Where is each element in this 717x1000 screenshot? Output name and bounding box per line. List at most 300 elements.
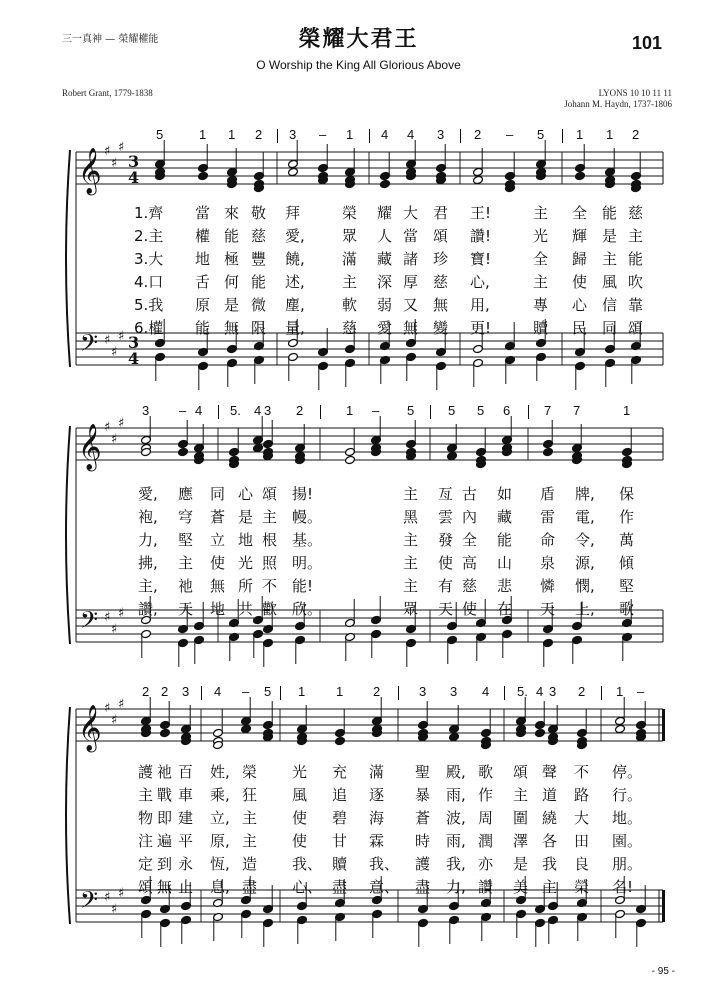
jianpu-note: 5. (230, 403, 241, 418)
system-brace (66, 707, 70, 924)
verse-6-syllable: 天 (540, 600, 556, 618)
sharp-icon: ♯ (111, 622, 118, 637)
alto-note (178, 447, 189, 456)
verse-2-syllable: 穹 (178, 508, 194, 526)
jianpu-note: – (242, 684, 250, 699)
svg-text:3: 3 (128, 152, 140, 171)
verse-6-syllable: 歡 (262, 600, 278, 618)
alto-note (241, 724, 252, 733)
verse-4-syllable: 主 (178, 554, 194, 572)
jianpu-note: – (637, 684, 645, 699)
bass-clef-icon: 𝄢 (80, 329, 99, 362)
jianpu-note: 3 (450, 684, 458, 699)
verse-3-syllable: 周 (478, 809, 494, 827)
verse-4-syllable: 時 (415, 832, 431, 850)
verse-5-syllable: 所 (238, 577, 254, 595)
verse-4-syllable: 深 (377, 273, 393, 291)
verse-4-syllable: 舌 (195, 273, 211, 291)
svg-text:3: 3 (128, 333, 140, 352)
jianpu-note: 4 (381, 127, 389, 142)
jianpu-barline (218, 405, 219, 419)
jianpu-note: 5 (537, 127, 545, 142)
verse-1-syllable: 聲 (542, 763, 558, 781)
verse-6-syllable: 變 (433, 319, 449, 337)
sharp-icon: ♯ (118, 697, 125, 712)
author-credit: Robert Grant, 1779-1838 (62, 88, 153, 98)
jianpu-note: 4 (536, 684, 544, 699)
time-signature (128, 152, 139, 187)
verse-1-syllable: 應 (178, 485, 194, 503)
jianpu-note: 1 (346, 403, 354, 418)
verse-1-syllable: 全 (572, 204, 588, 222)
verse-3-syllable: 能 (628, 250, 644, 268)
alto-note (380, 179, 391, 188)
verse-6-syllable: 美 (513, 878, 529, 896)
verse-6-syllable: 讚, (138, 600, 158, 618)
verse-3-syllable: 珍 (433, 250, 449, 268)
verse-6-syllable: 息, (210, 878, 230, 896)
verse-3-syllable: 基。 (292, 531, 323, 549)
jianpu-note: 3 (419, 684, 427, 699)
verse-1-syllable: 頌 (262, 485, 278, 503)
verse-6-syllable: 名! (612, 878, 634, 896)
system-brace (66, 150, 70, 367)
verse-1-syllable: 姓, (210, 763, 230, 781)
jianpu-note: 7 (544, 403, 552, 418)
verse-2-syllable: 雨, (446, 786, 466, 804)
verse-6-syllable: 欣。 (292, 600, 323, 618)
verse-2-syllable: 雷 (540, 508, 556, 526)
verse-6-syllable: 限 (251, 319, 267, 337)
verse-4-syllable: 光 (238, 554, 254, 572)
jianpu-note: 1 (346, 127, 354, 142)
verse-2-syllable: 幔。 (292, 508, 323, 526)
verse-1-syllable: 揚! (292, 485, 314, 503)
verse-5-syllable: 5.我 (134, 296, 164, 314)
verse-2-syllable: 車 (178, 786, 194, 804)
verse-3-syllable: 主 (602, 250, 618, 268)
verse-3-syllable: 地 (238, 531, 254, 549)
jianpu-note: 1 (199, 127, 207, 142)
verse-1-syllable: 榮 (242, 763, 258, 781)
bass-clef-icon: 𝄢 (80, 886, 99, 919)
alto-note (345, 455, 356, 464)
jianpu-note: 4 (482, 684, 490, 699)
verse-6-syllable: 慈 (342, 319, 358, 337)
verse-3-syllable: 令, (575, 531, 595, 549)
jianpu-note: 3 (437, 127, 445, 142)
verse-4-syllable: 遍 (157, 832, 173, 850)
sharp-icon: ♯ (104, 144, 111, 159)
verse-3-syllable: 立, (210, 809, 230, 827)
verse-6-syllable: 歌 (619, 600, 635, 618)
verse-2-syllable: 作 (619, 508, 635, 526)
sharp-icon: ♯ (104, 610, 111, 625)
verse-2-syllable: 人 (377, 227, 393, 245)
verse-4-syllable: 主 (242, 832, 258, 850)
verse-1-syllable: 亙 (438, 485, 454, 503)
jianpu-note: 3 (142, 403, 150, 418)
verse-1-syllable: 來 (224, 204, 240, 222)
verse-4-syllable: 使 (572, 273, 588, 291)
sharp-icon: ♯ (104, 890, 111, 905)
jianpu-barline (430, 405, 431, 419)
verse-1-syllable: 滿 (369, 763, 385, 781)
jianpu-note: 2 (142, 684, 150, 699)
jianpu-barline (562, 129, 563, 143)
verse-4-syllable: 風 (602, 273, 618, 291)
verse-2-syllable: 乘, (210, 786, 230, 804)
verse-1-syllable: 聖 (415, 763, 431, 781)
verse-5-syllable: 軟 (342, 296, 358, 314)
verse-5-syllable: 贖 (332, 855, 348, 873)
verse-5-syllable: 不 (262, 577, 278, 595)
verse-6-syllable: 量, (285, 319, 305, 337)
treble-clef-icon: 𝄞 (78, 705, 102, 751)
jianpu-note: 3 (289, 127, 297, 142)
verse-4-syllable: 慈 (433, 273, 449, 291)
verse-1-syllable: 榮 (342, 204, 358, 222)
jianpu-note: 3 (549, 684, 557, 699)
verse-6-syllable: 力, (446, 878, 466, 896)
verse-1-syllable: 當 (195, 204, 211, 222)
verse-6-syllable: 地 (210, 600, 226, 618)
verse-4-syllable: 原, (210, 832, 230, 850)
verse-6-syllable: 民 (572, 319, 588, 337)
verse-1-syllable: 主 (533, 204, 549, 222)
verse-3-syllable: 諸 (403, 250, 419, 268)
jianpu-barline (277, 129, 278, 143)
verse-5-syllable: 微 (251, 296, 267, 314)
verse-3-syllable: 主 (403, 531, 419, 549)
verse-6-syllable: 無 (224, 319, 240, 337)
verse-3-syllable: 主 (242, 809, 258, 827)
verse-2-syllable: 狂 (242, 786, 258, 804)
verse-4-syllable: 何 (224, 273, 240, 291)
verse-2-syllable: 主 (513, 786, 529, 804)
verse-3-syllable: 發 (438, 531, 454, 549)
verse-1-syllable: 護 (138, 763, 154, 781)
verse-6-syllable: 上, (575, 600, 595, 618)
verse-5-syllable: 靠 (628, 296, 644, 314)
jianpu-note: 1 (623, 403, 631, 418)
jianpu-note: 2 (255, 127, 263, 142)
verse-4-syllable: 照 (262, 554, 278, 572)
verse-4-syllable: 主 (342, 273, 358, 291)
verse-4-syllable: 使 (210, 554, 226, 572)
verse-3-syllable: 饒, (285, 250, 305, 268)
jianpu-note: 1 (606, 127, 614, 142)
verse-3-syllable: 極 (224, 250, 240, 268)
verse-1-syllable: 1.齊 (134, 204, 164, 222)
verse-5-syllable: 憫, (575, 577, 595, 595)
jianpu-note: 4 (214, 684, 222, 699)
verse-5-syllable: 定 (138, 855, 154, 873)
verse-5-syllable: 信 (602, 296, 618, 314)
sharp-icon: ♯ (111, 345, 118, 360)
verse-6-syllable: 能 (195, 319, 211, 337)
verse-5-syllable: 原 (195, 296, 211, 314)
alto-note (288, 167, 299, 176)
verse-3-syllable: 蒼 (415, 809, 431, 827)
svg-text:4: 4 (128, 349, 140, 368)
jianpu-note: 2 (474, 127, 482, 142)
jianpu-note: 2 (578, 684, 586, 699)
alto-note (160, 728, 171, 737)
verse-1-syllable: 祂 (157, 763, 173, 781)
verse-4-syllable: 澤 (513, 832, 529, 850)
verse-5-syllable: 悲 (497, 577, 513, 595)
verse-5-syllable: 是 (224, 296, 240, 314)
verse-5-syllable: 堅 (619, 577, 635, 595)
alto-note (335, 736, 346, 745)
verse-4-syllable: 田 (574, 832, 590, 850)
jianpu-note: 3 (264, 403, 272, 418)
verse-6-syllable: 在 (497, 600, 513, 618)
verse-3-syllable: 即 (157, 809, 173, 827)
verse-6-syllable: 心、 (292, 878, 323, 896)
jianpu-barline (369, 129, 370, 143)
verse-5-syllable: 我 (542, 855, 558, 873)
jianpu-note: 4 (254, 403, 262, 418)
treble-clef-icon: 𝄞 (78, 148, 102, 194)
jianpu-note: 7 (573, 403, 581, 418)
verse-4-syllable: 山 (497, 554, 513, 572)
jianpu-note: 5 (264, 684, 272, 699)
verse-4-syllable: 源, (575, 554, 595, 572)
verse-2-syllable: 權 (195, 227, 211, 245)
sharp-icon: ♯ (111, 432, 118, 447)
verse-4-syllable: 4.口 (134, 273, 164, 291)
verse-3-syllable: 歸 (572, 250, 588, 268)
verse-6-syllable: 無 (403, 319, 419, 337)
sharp-icon: ♯ (118, 416, 125, 431)
alto-note (615, 724, 626, 733)
verse-6-syllable: 使 (462, 600, 478, 618)
jianpu-note: 3 (182, 684, 190, 699)
verse-3-syllable: 力, (138, 531, 158, 549)
verse-2-syllable: 道 (542, 786, 558, 804)
verse-1-syllable: 主 (403, 485, 419, 503)
verse-4-syllable: 厚 (403, 273, 419, 291)
verse-4-syllable: 潤 (478, 832, 494, 850)
verse-2-syllable: 眾 (342, 227, 358, 245)
verse-6-syllable: 主 (542, 878, 558, 896)
verse-6-syllable: 頌 (628, 319, 644, 337)
verse-3-syllable: 滿 (342, 250, 358, 268)
verse-2-syllable: 逐 (369, 786, 385, 804)
verse-3-syllable: 3.大 (134, 250, 164, 268)
verse-6-syllable: 頌 (138, 878, 154, 896)
jianpu-barline (460, 129, 461, 143)
verse-1-syllable: 同 (210, 485, 226, 503)
jianpu-note: 5 (407, 403, 415, 418)
verse-2-syllable: 主 (262, 508, 278, 526)
verse-6-syllable: 榮 (574, 878, 590, 896)
verse-6-syllable: 同 (602, 319, 618, 337)
verse-3-syllable: 大 (574, 809, 590, 827)
verse-6-syllable: 6.權 (134, 319, 164, 337)
verse-2-syllable: 暴 (415, 786, 431, 804)
tune-name: LYONS 10 10 11 11 (598, 88, 672, 98)
verse-3-syllable: 萬 (619, 531, 635, 549)
alto-note (535, 728, 546, 737)
category-label: 三一真神 — 榮耀權能 (62, 34, 159, 45)
jianpu-barline (504, 686, 505, 700)
verse-1-syllable: 愛, (138, 485, 158, 503)
verse-4-syllable: 園。 (612, 832, 643, 850)
verse-2-syllable: 愛, (285, 227, 305, 245)
verse-1-syllable: 停。 (612, 763, 643, 781)
verse-3-syllable: 波, (446, 809, 466, 827)
jianpu-barline (601, 686, 602, 700)
verse-3-syllable: 碧 (332, 809, 348, 827)
jianpu-note: 4 (407, 127, 415, 142)
jianpu-note: 5 (477, 403, 485, 418)
sharp-icon: ♯ (104, 333, 111, 348)
alto-note (473, 175, 484, 184)
verse-5-syllable: 祂 (178, 577, 194, 595)
verse-1-syllable: 能 (602, 204, 618, 222)
verse-3-syllable: 立 (210, 531, 226, 549)
verse-2-syllable: 主 (628, 227, 644, 245)
jianpu-note: 1 (336, 684, 344, 699)
verse-1-syllable: 耀 (377, 204, 393, 222)
verse-2-syllable: 電, (575, 508, 595, 526)
verse-4-syllable: 明。 (292, 554, 323, 572)
verse-4-syllable: 甘 (332, 832, 348, 850)
verse-6-syllable: 天 (438, 600, 454, 618)
jianpu-barline (280, 686, 281, 700)
verse-3-syllable: 藏 (377, 250, 393, 268)
verse-6-syllable: 愛 (377, 319, 393, 337)
sharp-icon: ♯ (118, 329, 125, 344)
alto-note (198, 171, 209, 180)
verse-1-syllable: 光 (292, 763, 308, 781)
verse-5-syllable: 用, (470, 296, 490, 314)
treble-clef-icon: 𝄞 (78, 424, 102, 470)
verse-3-syllable: 堅 (178, 531, 194, 549)
composer-credit: Johann M. Haydn, 1737-1806 (564, 99, 672, 109)
verse-3-syllable: 根 (262, 531, 278, 549)
jianpu-note: 5. (517, 684, 528, 699)
verse-4-syllable: 述, (285, 273, 305, 291)
verse-6-syllable: 贖 (533, 319, 549, 337)
verse-2-syllable: 主 (138, 786, 154, 804)
verse-4-syllable: 傾 (619, 554, 635, 572)
jianpu-note: – (179, 403, 187, 418)
verse-5-syllable: 是 (513, 855, 529, 873)
verse-5-syllable: 能! (292, 577, 314, 595)
alto-note (449, 732, 460, 741)
verse-2-syllable: 戰 (157, 786, 173, 804)
verse-5-syllable: 慈 (462, 577, 478, 595)
verse-4-syllable: 各 (542, 832, 558, 850)
verse-1-syllable: 君 (433, 204, 449, 222)
verse-2-syllable: 輝 (572, 227, 588, 245)
verse-3-syllable: 圍 (513, 809, 529, 827)
verse-2-syllable: 慈 (251, 227, 267, 245)
jianpu-barline (398, 686, 399, 700)
verse-1-syllable: 心 (238, 485, 254, 503)
verse-5-syllable: 我、 (292, 855, 323, 873)
verse-1-syllable: 不 (574, 763, 590, 781)
verse-1-syllable: 盾 (540, 485, 556, 503)
verse-2-syllable: 能 (224, 227, 240, 245)
sharp-icon: ♯ (118, 606, 125, 621)
verse-3-syllable: 全 (533, 250, 549, 268)
verse-4-syllable: 主 (403, 554, 419, 572)
verse-5-syllable: 護 (415, 855, 431, 873)
verse-4-syllable: 使 (438, 554, 454, 572)
verse-1-syllable: 牌, (575, 485, 595, 503)
verse-4-syllable: 吹 (628, 273, 644, 291)
verse-3-syllable: 能 (497, 531, 513, 549)
jianpu-barline (320, 405, 321, 419)
verse-1-syllable: 大 (403, 204, 419, 222)
verse-6-syllable: 盡 (332, 878, 348, 896)
sharp-icon: ♯ (118, 140, 125, 155)
verse-6-syllable: 止 (178, 878, 194, 896)
verse-2-syllable: 是 (602, 227, 618, 245)
verse-6-syllable: 天 (178, 600, 194, 618)
verse-6-syllable: 盡 (415, 878, 431, 896)
verse-2-syllable: 光 (533, 227, 549, 245)
jianpu-barline (528, 405, 529, 419)
verse-2-syllable: 當 (403, 227, 419, 245)
verse-6-syllable: 無 (157, 878, 173, 896)
verse-6-syllable: 眾 (403, 600, 419, 618)
jianpu-note: 2 (632, 127, 640, 142)
verse-4-syllable: 拂, (138, 554, 158, 572)
verse-4-syllable: 注 (138, 832, 154, 850)
verse-6-syllable: 意、 (369, 878, 400, 896)
sharp-icon: ♯ (104, 701, 111, 716)
jianpu-note: 4 (195, 403, 203, 418)
jianpu-note: 2 (161, 684, 169, 699)
jianpu-note: 1 (298, 684, 306, 699)
verse-1-syllable: 頌 (513, 763, 529, 781)
verse-4-syllable: 主 (533, 273, 549, 291)
verse-5-syllable: 又 (403, 296, 419, 314)
jianpu-note: 6 (503, 403, 511, 418)
verse-2-syllable: 雲 (438, 508, 454, 526)
system-brace (66, 426, 70, 644)
sharp-icon: ♯ (111, 902, 118, 917)
time-signature (128, 333, 139, 368)
verse-5-syllable: 無 (210, 577, 226, 595)
verse-2-syllable: 讚! (470, 227, 492, 245)
verse-1-syllable: 充 (332, 763, 348, 781)
jianpu-note: – (506, 127, 514, 142)
verse-5-syllable: 到 (157, 855, 173, 873)
verse-1-syllable: 如 (497, 485, 513, 503)
verse-5-syllable: 我, (446, 855, 466, 873)
verse-4-syllable: 泉 (540, 554, 556, 572)
verse-1-syllable: 百 (178, 763, 194, 781)
sharp-icon: ♯ (111, 156, 118, 171)
verse-6-syllable: 讚 (478, 878, 494, 896)
verse-4-syllable: 霖 (369, 832, 385, 850)
verse-3-syllable: 豐 (251, 250, 267, 268)
verse-3-syllable: 海 (369, 809, 385, 827)
jianpu-note: 2 (373, 684, 381, 699)
verse-5-syllable: 塵, (285, 296, 305, 314)
page-number: - 95 - (651, 966, 675, 977)
verse-1-syllable: 王! (470, 204, 492, 222)
jianpu-note: – (372, 403, 380, 418)
verse-2-syllable: 藏 (497, 508, 513, 526)
